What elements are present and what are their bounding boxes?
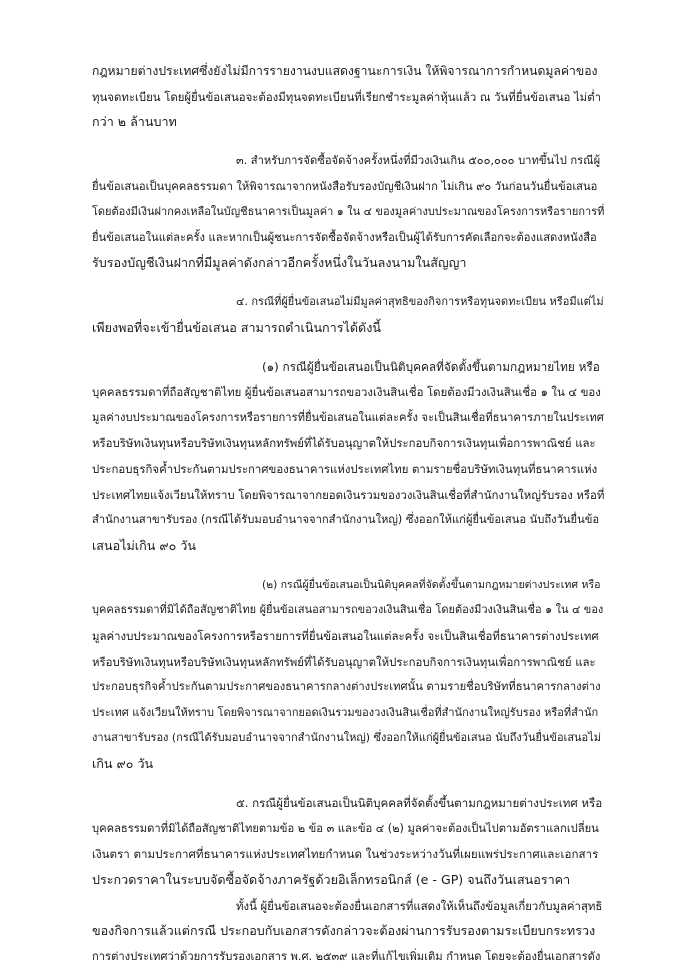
body-text-line: ทั้งนี้ ผู้ยื่นข้อเสนอจะต้องยื่นเอกสารที่แสดงให้เห็นถึงข้อมูลเกี่ยวกับมูลค่าสุทธิ bbox=[236, 899, 603, 913]
body-text-line: กฎหมายต่างประเทศซึ่งยังไม่มีการรายงานงบแสดงฐานะการเงิน ให้พิจารณาการกำหนดมูลค่าของ bbox=[92, 64, 598, 78]
body-text-line: เกิน ๙๐ วัน bbox=[92, 756, 154, 771]
body-text-line: บุคคลธรรมดาที่มิได้ถือสัญชาติไทยตามข้อ ๒ ข้อ ๓ และข้อ ๔ (๒) มูลค่าจะต้องเป็นไปตามอัตราแลกเปลี่ยน bbox=[92, 822, 599, 835]
body-text-line: ๔. กรณีที่ผู้ยื่นข้อเสนอไม่มีมูลค่าสุทธิของกิจการหรือทุนจดทะเบียน หรือมีแต่ไม่ bbox=[236, 295, 604, 308]
body-text-line: ของกิจการแล้วแต่กรณี ประกอบกับเอกสารดังกล่าวจะต้องผ่านการรับรองตามระเบียบกระทรวง bbox=[92, 923, 596, 938]
body-text-line: หรือบริษัทเงินทุนหรือบริษัทเงินทุนหลักทรัพย์ที่ได้รับอนุญาตให้ประกอบกิจการเงินทุนเพื่อการพาณิชย์ และ bbox=[92, 655, 596, 669]
body-text-line: กว่า ๒ ล้านบาท bbox=[92, 114, 177, 129]
body-text-line: ๓. สำหรับการจัดซื้อจัดจ้างครั้งหนึ่งที่มีวงเงินเกิน ๕๐๐,๐๐๐ บาทขึ้นไป กรณีผู้ bbox=[236, 154, 601, 167]
body-text-line: ประกวดราคาในระบบจัดซื้อจัดจ้างภาครัฐด้วยอิเล็กทรอนิกส์ (e - GP) จนถึงวันเสนอราคา bbox=[92, 872, 571, 887]
body-text-line: (๑) กรณีผู้ยื่นข้อเสนอเป็นนิติบุคคลที่จัดตั้งขึ้นตามกฎหมายไทย หรือ bbox=[262, 360, 600, 374]
body-text-line: เพียงพอที่จะเข้ายื่นข้อเสนอ สามารถดำเนินการได้ดังนี้ bbox=[92, 320, 381, 335]
body-text-line: ยื่นข้อเสนอในแต่ละครั้ง และหากเป็นผู้ชนะการจัดซื้อจัดจ้างหรือเป็นผู้ได้รับการคัดเลือกจะต้องแสดงหนังสือ bbox=[92, 231, 597, 244]
body-text-line: ทุนจดทะเบียน โดยผู้ยื่นข้อเสนอจะต้องมีทุนจดทะเบียนที่เรียกชำระมูลค่าหุ้นแล้ว ณ วันที่ยื่นข้อเสนอ ไม่ต่ำ bbox=[92, 90, 601, 104]
body-text-line: ประกอบธุรกิจค้ำประกันตามประกาศของธนาคารแห่งประเทศไทย ตามรายชื่อบริษัทเงินทุนที่ธนาคารแห่ง bbox=[92, 462, 598, 476]
body-text-line: บุคคลธรรมดาที่มิได้ถือสัญชาติไทย ผู้ยื่นข้อเสนอสามารถขอวงเงินสินเชื่อ โดยต้องมีวงเงินสินเชื่อ ๑ ใน ๔ ของ bbox=[92, 603, 604, 616]
body-text-line: มูลค่างบประมาณของโครงการหรือรายการที่ยื่นข้อเสนอในแต่ละครั้ง จะเป็นสินเชื่อที่ธนาคารต่างประเทศ bbox=[92, 629, 599, 643]
body-text-line: โดยต้องมีเงินฝากคงเหลือในบัญชีธนาคารเป็นมูลค่า ๑ ใน ๔ ของมูลค่างบประมาณของโครงการหรือรายการที่ bbox=[92, 205, 605, 218]
body-text-line: เงินตรา ตามประกาศที่ธนาคารแห่งประเทศไทยกำหนด ในช่วงระหว่างวันที่เผยแพร่ประกาศและเอกสาร bbox=[92, 847, 599, 861]
body-text-line: ยื่นข้อเสนอเป็นบุคคลธรรมดา ให้พิจารณาจากหนังสือรับรองบัญชีเงินฝาก ไม่เกิน ๙๐ วันก่อนวันยื่นข้อเสนอ bbox=[92, 180, 598, 193]
body-text-line: หรือบริษัทเงินทุนหรือบริษัทเงินทุนหลักทรัพย์ที่ได้รับอนุญาตให้ประกอบกิจการเงินทุนเพื่อการพาณิชย์ และ bbox=[92, 436, 596, 450]
body-text-line: มูลค่างบประมาณของโครงการหรือรายการที่ยื่นข้อเสนอในแต่ละครั้ง จะเป็นสินเชื่อที่ธนาคารภายในประเทศ bbox=[92, 411, 604, 424]
body-text-line: งานสาขารับรอง (กรณีได้รับมอบอำนาจจากสำนักงานใหญ่) ซึ่งออกให้แก่ผู้ยื่นข้อเสนอ นับถึงวันยื่นข้อเสนอไม่ bbox=[92, 731, 601, 744]
body-text-line: เสนอไม่เกิน ๙๐ วัน bbox=[92, 538, 196, 553]
body-text-line: ประเทศ แจ้งเวียนให้ทราบ โดยพิจารณาจากยอดเงินรวมของวงเงินสินเชื่อที่สำนักงานใหญ่รับรอง หรือที่สำนัก bbox=[92, 706, 599, 719]
body-text-line: (๒) กรณีผู้ยื่นข้อเสนอเป็นนิติบุคคลที่จัดตั้งขึ้นตามกฎหมายต่างประเทศ หรือ bbox=[262, 579, 601, 591]
body-text-line: การต่างประเทศว่าด้วยการรับรองเอกสาร พ.ศ. ๒๕๓๙ และที่แก้ไขเพิ่มเติม กำหนด โดยจะต้องยื่นเอกสารดัง bbox=[92, 950, 601, 963]
body-text-line: ประเทศไทยแจ้งเวียนให้ทราบ โดยพิจารณาจากยอดเงินรวมของวงเงินสินเชื่อที่สำนักงานใหญ่รับรอง หรือที่ bbox=[92, 488, 605, 502]
body-text-line: บุคคลธรรมดาที่ถือสัญชาติไทย ผู้ยื่นข้อเสนอสามารถขอวงเงินสินเชื่อ โดยต้องมีวงเงินสินเชื่อ ๑ ใน ๔ ของ bbox=[92, 385, 601, 399]
body-text-line: สำนักงานสาขารับรอง (กรณีได้รับมอบอำนาจจากสำนักงานใหญ่) ซึ่งออกให้แก่ผู้ยื่นข้อเสนอ นับถึงวันยื่นข้อ bbox=[92, 513, 600, 526]
body-text-line: รับรองบัญชีเงินฝากที่มีมูลค่าดังกล่าวอีกครั้งหนึ่งในวันลงนามในสัญญา bbox=[92, 255, 467, 270]
body-text-line: ๕. กรณีผู้ยื่นข้อเสนอเป็นนิติบุคคลที่จัดตั้งขึ้นตามกฎหมายต่างประเทศ หรือ bbox=[236, 796, 603, 810]
body-text-line: ประกอบธุรกิจค้ำประกันตามประกาศของธนาคารกลางต่างประเทศนั้น ตามรายชื่อบริษัทที่ธนาคารกลางต่าง bbox=[92, 680, 601, 693]
